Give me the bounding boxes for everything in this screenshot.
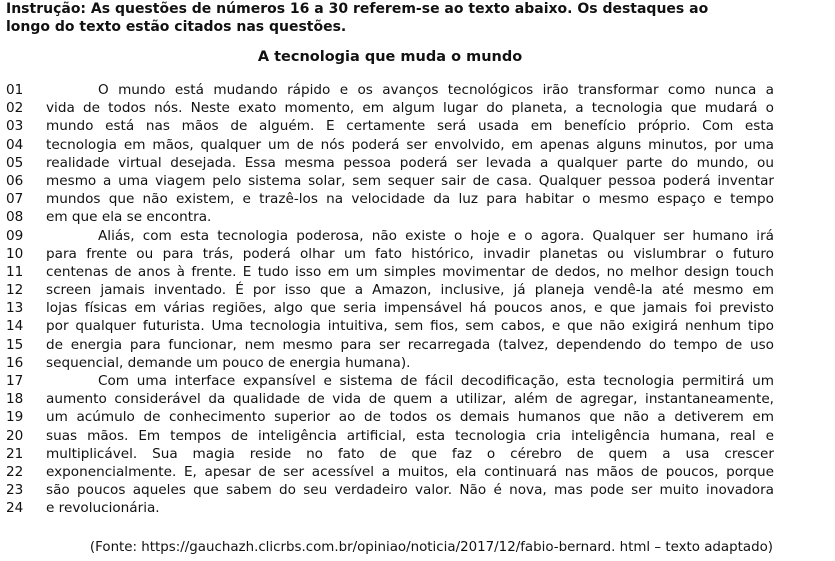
text-line — [0, 445, 835, 463]
line-number: 16 — [6, 354, 24, 371]
numbered-text-body — [0, 81, 835, 518]
line-text: O mundo está mudando rápido e os avanços tecnológicos irão transformar como nunca a — [98, 82, 774, 98]
line-text: mundo está nas mãos de alguém. E certamente será usada em benefício próprio. Com esta — [46, 118, 774, 135]
text-line — [0, 263, 835, 281]
text-line — [0, 81, 835, 99]
line-text: de energia para funcionar, nem mesmo para ser recarregada (talvez, dependendo do tempo de uso — [46, 336, 774, 353]
line-text: e revolucionária. — [46, 500, 160, 517]
line-text: tecnologia em mãos, qualquer um de nós poderá ser envolvido, em apenas alguns minutos, por uma — [46, 136, 774, 153]
text-line — [0, 227, 835, 245]
line-text: aumento considerável da qualidade de vida de quem a utilizar, além de agregar, instantaneamente, — [46, 391, 774, 408]
text-line — [0, 299, 835, 317]
line-number: 19 — [6, 409, 24, 426]
line-text: mesmo a uma viagem pelo sistema solar, sem sequer sair de casa. Qualquer pessoa poderá inventar — [46, 172, 774, 189]
line-number: 21 — [6, 445, 24, 462]
line-number: 15 — [6, 336, 24, 353]
text-line — [0, 390, 835, 408]
line-number: 22 — [6, 463, 24, 480]
text-line — [0, 372, 835, 390]
text-line — [0, 99, 835, 117]
line-number: 14 — [6, 318, 24, 335]
text-line — [0, 317, 835, 335]
text-line — [0, 408, 835, 426]
line-text: um acúmulo de conhecimento superior ao de todos os demais humanos que não a detiverem em — [46, 409, 774, 426]
line-number: 08 — [6, 209, 24, 226]
text-line — [0, 427, 835, 445]
line-text: suas mãos. Em tempos de inteligência artificial, esta tecnologia cria inteligência humana, real e — [46, 427, 774, 444]
text-line — [0, 172, 835, 190]
line-number: 18 — [6, 391, 24, 408]
line-text: centenas de anos à frente. E tudo isso em um simples movimentar de dedos, no melhor design touch — [46, 263, 774, 280]
line-text: multiplicável. Sua magia reside no fato de que faz o cérebro de quem a usa crescer — [46, 445, 774, 462]
line-text: lojas físicas em várias regiões, algo que seria impensável há poucos anos, e que jamais foi previsto — [46, 300, 774, 317]
instruction-text — [6, 0, 786, 36]
instruction-line-2: longo do texto estão citados nas questões. — [6, 19, 347, 35]
text-line — [0, 117, 835, 135]
line-text: para frente ou para trás, poderá olhar um fato histórico, invadir planetas ou vislumbrar o futuro — [46, 245, 774, 262]
line-number: 12 — [6, 282, 24, 299]
text-line — [0, 136, 835, 154]
line-number: 11 — [6, 263, 24, 280]
line-text: Com uma interface expansível e sistema de fácil decodificação, esta tecnologia permitirá um — [98, 373, 774, 389]
line-number: 09 — [6, 227, 24, 244]
line-number: 07 — [6, 191, 24, 208]
line-number: 13 — [6, 300, 24, 317]
line-number: 01 — [6, 82, 24, 98]
line-text: realidade virtual desejada. Essa mesma pessoa poderá ser levada a qualquer parte do mundo, ou — [46, 154, 774, 171]
line-number: 20 — [6, 427, 24, 444]
text-line — [0, 499, 835, 517]
text-line — [0, 154, 835, 172]
line-text: Aliás, com esta tecnologia poderosa, não existe o hoje e o agora. Qualquer ser humano irá — [98, 227, 774, 244]
text-line — [0, 245, 835, 263]
line-text: screen jamais inventado. É por isso que a Amazon, inclusive, já planeja vendê-la até mesmo em — [46, 282, 774, 299]
text-line — [0, 463, 835, 481]
line-number: 02 — [6, 100, 24, 117]
text-line — [0, 336, 835, 354]
text-line — [0, 190, 835, 208]
line-number: 10 — [6, 245, 24, 262]
line-text: exponencialmente. E, apesar de ser acessível a muitos, ela continuará nas mãos de poucos, porque — [46, 463, 774, 480]
line-text: sequencial, demande um pouco de energia humana). — [46, 354, 411, 371]
line-number: 23 — [6, 482, 24, 499]
text-title: A tecnologia que muda o mundo — [257, 49, 523, 65]
line-number: 03 — [6, 118, 24, 135]
line-text: em que ela se encontra. — [46, 209, 212, 226]
line-text: são poucos aqueles que sabem do seu verdadeiro valor. Não é nova, mas pode ser muito inovadora — [46, 482, 774, 499]
line-number: 04 — [6, 136, 24, 153]
source-citation: (Fonte: https://gauchazh.clicrbs.com.br/opiniao/noticia/2017/12/fabio-bernard. html – texto adaptado) — [89, 540, 773, 555]
line-text: por qualquer futurista. Uma tecnologia intuitiva, sem fios, sem cabos, e que não exigirá nenhum tipo — [46, 318, 774, 335]
instruction-line-1: Instrução: As questões de números 16 a 30 referem-se ao texto abaixo. Os destaques ao — [6, 1, 709, 17]
text-line — [0, 354, 835, 372]
text-line — [0, 281, 835, 299]
line-text: vida de todos nós. Neste exato momento, em algum lugar do planeta, a tecnologia que mudará o — [46, 100, 774, 117]
line-text: mundos que não existem, e trazê-los na velocidade da luz para habitar o mesmo espaço e tempo — [46, 191, 774, 208]
line-number: 05 — [6, 154, 24, 171]
line-number: 17 — [6, 373, 24, 389]
text-line — [0, 208, 835, 226]
line-number: 06 — [6, 172, 24, 189]
line-number: 24 — [6, 500, 24, 517]
text-line — [0, 481, 835, 499]
